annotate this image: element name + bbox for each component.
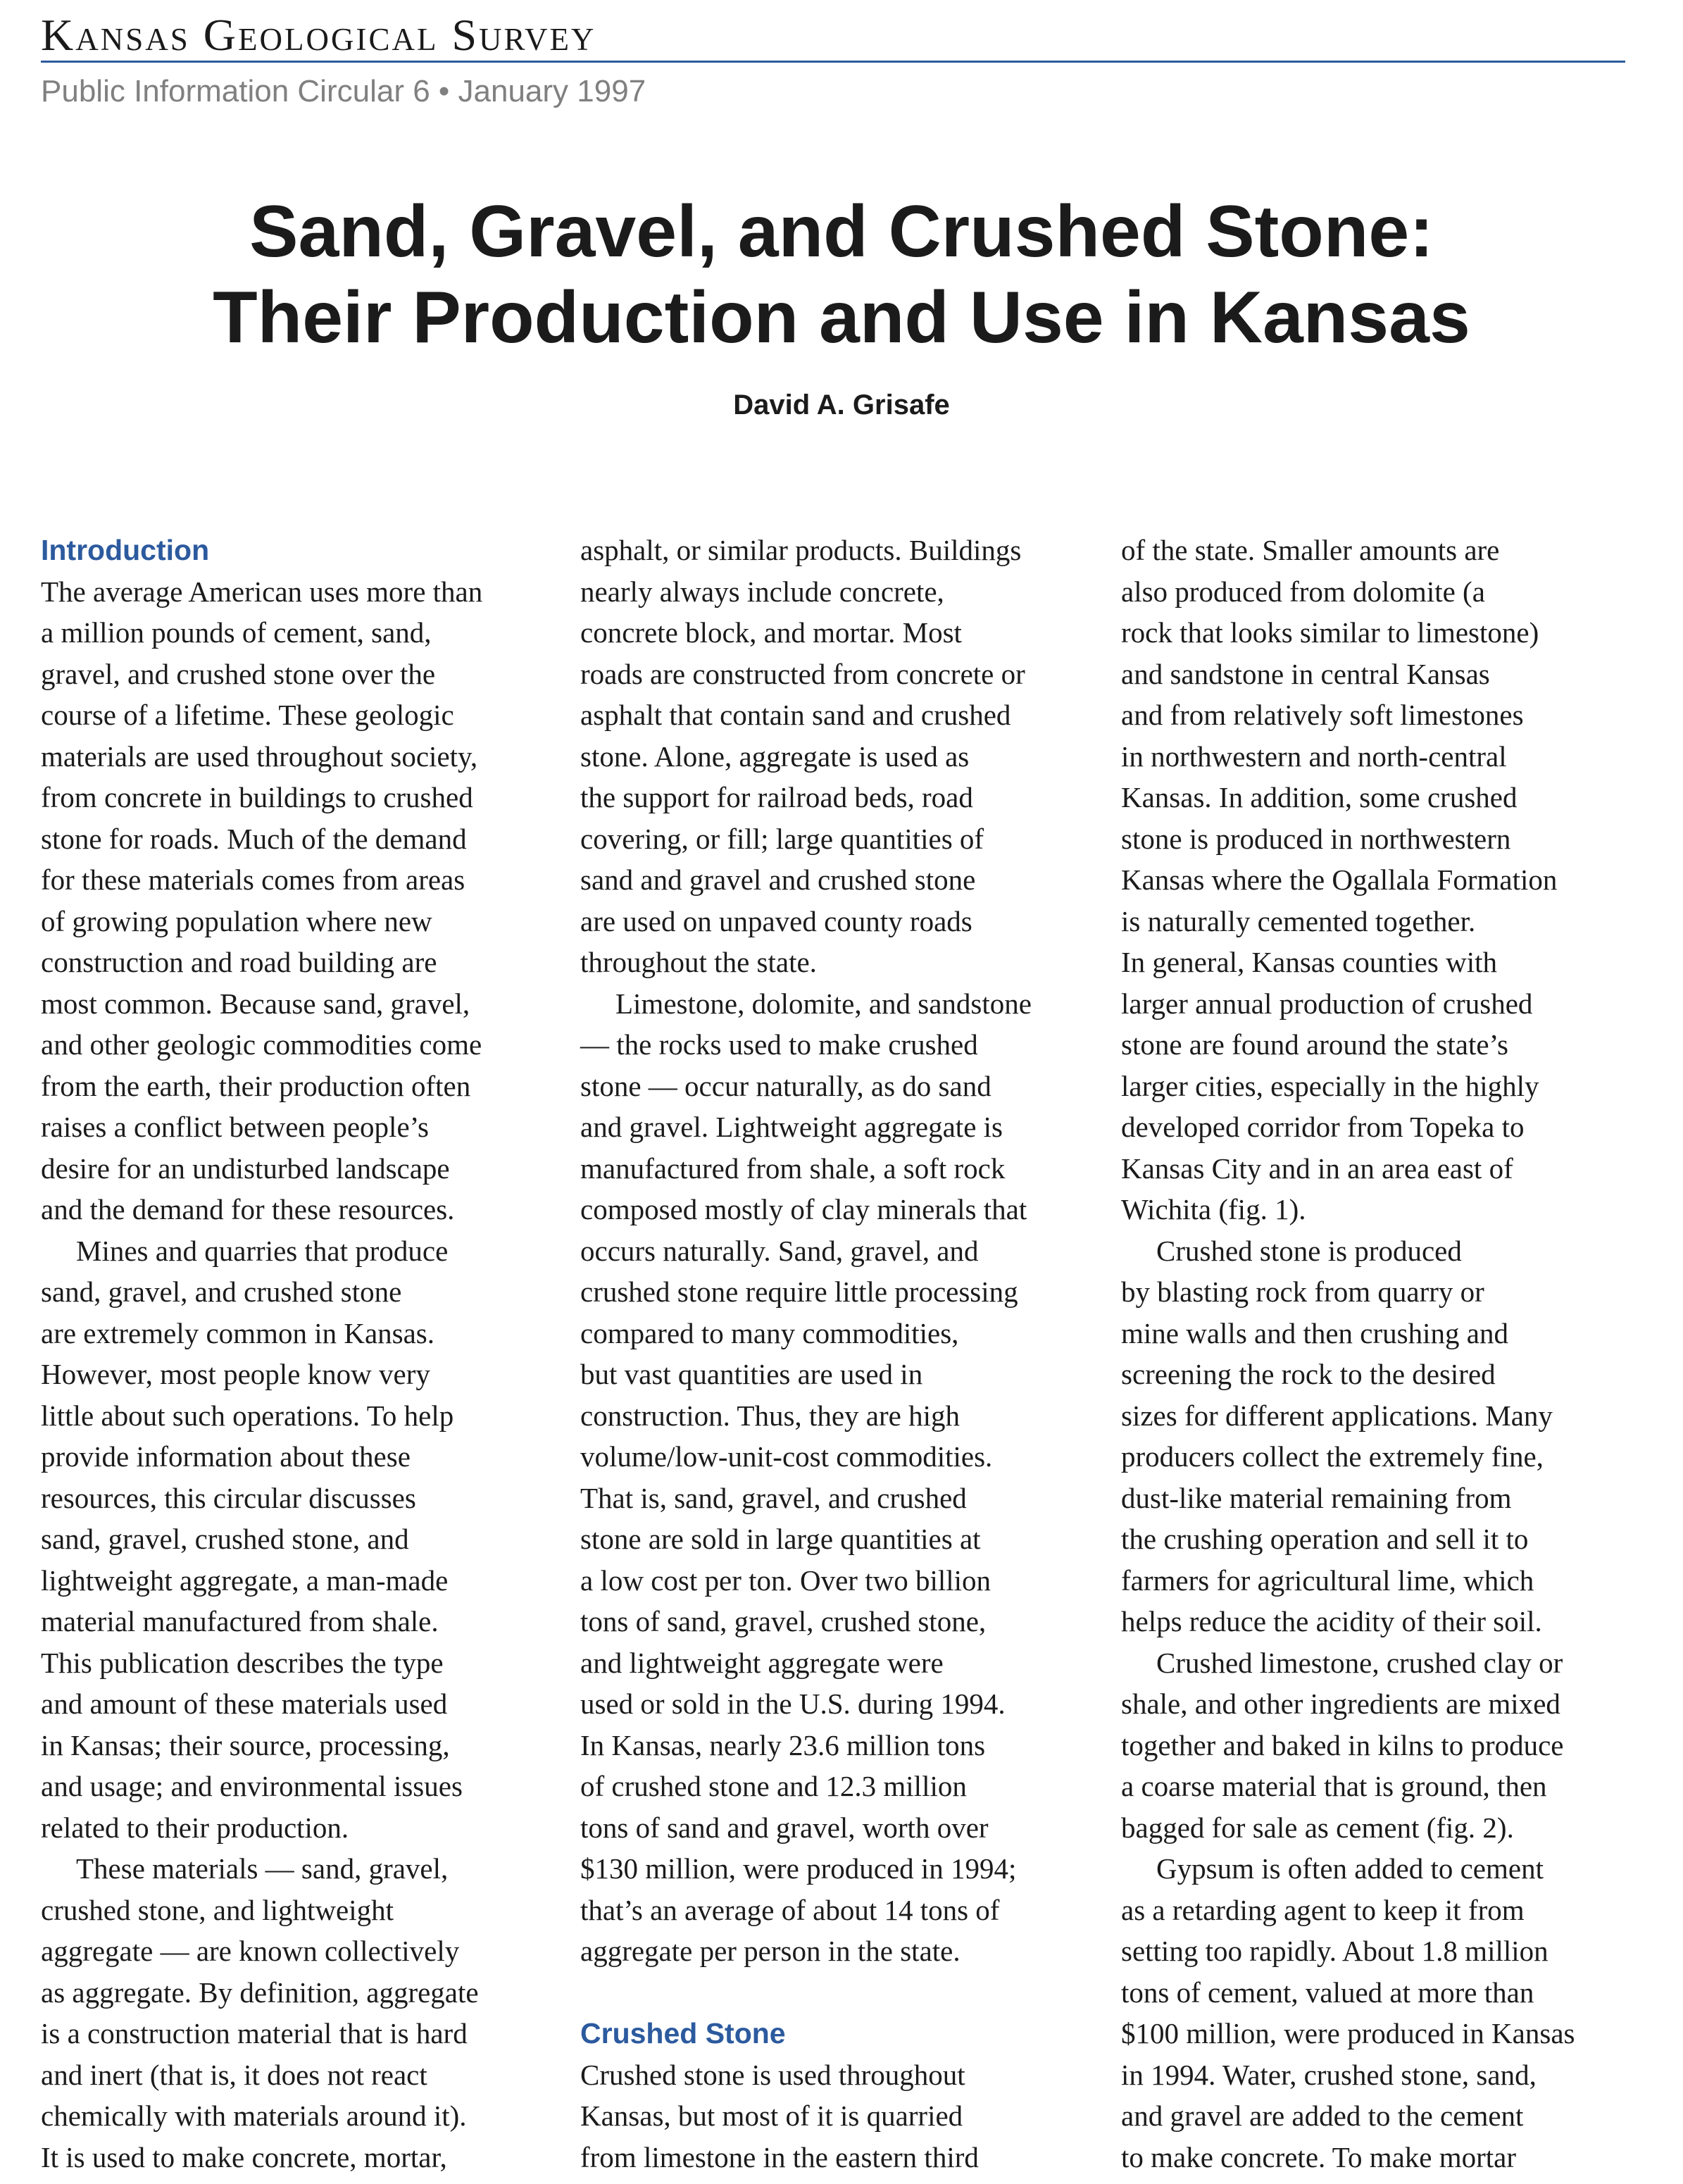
text-line: is naturally cemented together. [1121,904,1476,937]
text-line: It is used to make concrete, mortar, [41,2140,447,2173]
text-line: of growing population where new [41,904,432,937]
text-line: and inert (that is, it does not react [41,2058,427,2091]
column-2 [580,530,1094,2178]
text-line: shale, and other ingredients are mixed [1121,1687,1560,1720]
text-line: occurs naturally. Sand, gravel, and [580,1234,979,1267]
text-line: Crushed stone is produced [1156,1234,1462,1267]
text-line: are used on unpaved county roads [580,904,972,937]
text-line: lightweight aggregate, a man-made [41,1564,449,1597]
text-line: asphalt that contain sand and crushed [580,699,1011,731]
text-line: throughout the state. [580,946,817,978]
text-line: composed mostly of clay minerals that [580,1193,1027,1225]
author-name: David A. Grisafe [733,389,950,420]
text-line: as a retarding agent to keep it from [1121,1893,1525,1926]
text-line: sand, gravel, crushed stone, and [41,1523,409,1555]
text-line: sand, gravel, and crushed stone [41,1275,402,1308]
text-line: a million pounds of cement, sand, [41,616,432,649]
text-line: stone. Alone, aggregate is used as [580,740,970,773]
text-line: Limestone, dolomite, and sandstone [615,987,1032,1020]
section-gap [580,1972,1094,2014]
text-line: from concrete in buildings to crushed [41,781,473,813]
text-line: of crushed stone and 12.3 million [580,1770,967,1802]
text-line: Kansas where the Ogallala Formation [1121,863,1558,896]
text-line: larger annual production of crushed [1121,987,1533,1020]
text-line: materials are used throughout society, [41,740,478,773]
text-line: sizes for different applications. Many [1121,1399,1553,1432]
column-3-text [1121,530,1635,2178]
column-1-text [41,571,555,2178]
masthead [41,6,1625,65]
text-line: crushed stone, and lightweight [41,1893,394,1926]
survey-name: Kansas Geological Survey [41,10,596,60]
column-1 [41,530,555,2178]
text-line: — the rocks used to make crushed [580,1028,978,1061]
text-line: The average American uses more than [41,575,483,608]
text-line: related to their production. [41,1811,349,1844]
text-line: Crushed limestone, crushed clay or [1156,1646,1563,1679]
text-line: are extremely common in Kansas. [41,1316,435,1349]
header-rule [41,61,1625,63]
text-line: rock that looks similar to limestone) [1121,616,1539,649]
text-line: from limestone in the eastern third [580,2140,979,2173]
column-3 [1121,530,1635,2178]
text-line: construction and road building are [41,946,437,978]
text-line: dust-like material remaining from [1121,1481,1512,1514]
text-line: screening the rock to the desired [1121,1358,1496,1390]
text-line: stone are found around the state’s [1121,1028,1508,1061]
text-line: provide information about these [41,1440,411,1473]
text-line: chemically with materials around it). [41,2099,467,2132]
text-line: as aggregate. By definition, aggregate [41,1976,479,2009]
text-line: of the state. Smaller amounts are [1121,534,1500,566]
text-line: tons of sand and gravel, worth over [580,1811,989,1844]
text-line: covering, or fill; large quantities of [580,822,984,855]
text-line: Kansas. In addition, some crushed [1121,781,1518,813]
text-line: the support for railroad beds, road [580,781,973,813]
text-line: and other geologic commodities come [41,1028,482,1061]
text-line: mine walls and then crushing and [1121,1316,1508,1349]
text-line: and from relatively soft limestones [1121,699,1524,731]
text-line: crushed stone require little processing [580,1275,1018,1308]
text-line: nearly always include concrete, [580,575,944,608]
text-line: material manufactured from shale. [41,1605,439,1637]
title-line-1: Sand, Gravel, and Crushed Stone: [249,191,1434,273]
circular-info: Public Information Circular 6 • January 1997 [41,74,646,108]
text-line: also produced from dolomite (a [1121,575,1485,608]
text-line: sand and gravel and crushed stone [580,863,976,896]
text-line: that’s an average of about 14 tons of [580,1893,1000,1926]
text-line: stone — occur naturally, as do sand [580,1069,991,1102]
text-line: farmers for agricultural lime, which [1121,1564,1534,1597]
column-2-text [580,530,1094,1972]
text-line: gravel, and crushed stone over the [41,657,436,690]
text-line: is a construction material that is hard [41,2017,468,2049]
text-line: Kansas City and in an area east of [1121,1152,1513,1185]
text-line: However, most people know very [41,1358,430,1390]
text-line: bagged for sale as cement (fig. 2). [1121,1811,1514,1844]
text-line: and lightweight aggregate were [580,1646,944,1679]
text-line: a coarse material that is ground, then [1121,1770,1547,1802]
text-line: the crushing operation and sell it to [1121,1523,1529,1555]
text-line: but vast quantities are used in [580,1358,923,1390]
text-line: larger cities, especially in the highly [1121,1069,1539,1102]
text-line: resources, this circular discusses [41,1481,416,1514]
text-line: and gravel are added to the cement [1121,2099,1524,2132]
text-line: together and baked in kilns to produce [1121,1728,1564,1761]
text-line: for these materials comes from areas [41,863,465,896]
text-line: course of a lifetime. These geologic [41,699,454,731]
text-line: tons of sand, gravel, crushed stone, [580,1605,987,1637]
text-line: in northwestern and north-central [1121,740,1507,773]
text-line: used or sold in the U.S. during 1994. [580,1687,1006,1720]
text-line: and gravel. Lightweight aggregate is [580,1111,1003,1143]
text-line: compared to many commodities, [580,1316,959,1349]
text-line: helps reduce the acidity of their soil. [1121,1605,1542,1637]
text-line: stone is produced in northwestern [1121,822,1511,855]
text-line: construction. Thus, they are high [580,1399,960,1432]
title-line-2: Their Production and Use in Kansas [213,277,1470,358]
text-line: That is, sand, gravel, and crushed [580,1481,967,1514]
text-line: Kansas, but most of it is quarried [580,2099,963,2132]
text-line: in Kansas; their source, processing, [41,1728,450,1761]
text-line: developed corridor from Topeka to [1121,1111,1525,1143]
text-line: from the earth, their production often [41,1069,471,1102]
text-line: desire for an undisturbed landscape [41,1152,450,1185]
text-line: Crushed stone is used throughout [580,2058,965,2091]
article-title [0,189,1683,361]
text-line: a low cost per ton. Over two billion [580,1564,991,1597]
column-2-text-continued [580,2054,1094,2178]
text-line: roads are constructed from concrete or [580,657,1025,690]
text-line: This publication describes the type [41,1646,444,1679]
text-line: aggregate — are known collectively [41,1935,460,1967]
text-line: and usage; and environmental issues [41,1770,463,1802]
text-line: in 1994. Water, crushed stone, sand, [1121,2058,1537,2091]
text-line: Mines and quarries that produce [76,1234,449,1267]
text-line: raises a conflict between people’s [41,1111,429,1143]
text-line: In Kansas, nearly 23.6 million tons [580,1728,986,1761]
section-heading-crushed-stone: Crushed Stone [580,2017,786,2049]
text-line: Wichita (fig. 1). [1121,1193,1306,1225]
text-line: In general, Kansas counties with [1121,946,1497,978]
text-line: by blasting rock from quarry or [1121,1275,1484,1308]
text-line: tons of cement, valued at more than [1121,1976,1534,2009]
text-line: stone for roads. Much of the demand [41,822,467,855]
text-line: and the demand for these resources. [41,1193,455,1225]
text-line: $130 million, were produced in 1994; [580,1852,1017,1885]
section-heading-introduction: Introduction [41,534,210,566]
text-line: These materials — sand, gravel, [76,1852,449,1885]
text-line: stone are sold in large quantities at [580,1523,981,1555]
text-line: Gypsum is often added to cement [1156,1852,1544,1885]
text-line: concrete block, and mortar. Most [580,616,962,649]
text-line: most common. Because sand, gravel, [41,987,470,1020]
text-line: asphalt, or similar products. Buildings [580,534,1022,566]
text-line: and sandstone in central Kansas [1121,657,1490,690]
text-line: and amount of these materials used [41,1687,448,1720]
text-line: to make concrete. To make mortar [1121,2140,1517,2173]
text-line: $100 million, were produced in Kansas [1121,2017,1575,2049]
text-line: manufactured from shale, a soft rock [580,1152,1006,1185]
text-line: volume/low-unit-cost commodities. [580,1440,993,1473]
text-line: producers collect the extremely fine, [1121,1440,1544,1473]
text-line: setting too rapidly. About 1.8 million [1121,1935,1549,1967]
text-line: little about such operations. To help [41,1399,454,1432]
text-line: aggregate per person in the state. [580,1935,961,1967]
